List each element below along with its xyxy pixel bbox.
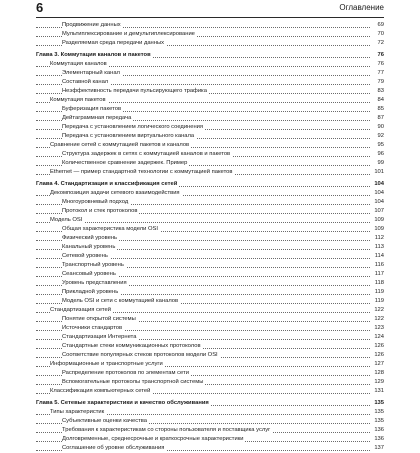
toc-page-number: 109 (374, 226, 384, 232)
toc-page-number: 135 (374, 409, 384, 415)
toc-entry-title: Сеансовый уровень (62, 271, 116, 277)
toc-subsection (36, 234, 384, 243)
toc-entry-title: Сетевой уровень (62, 253, 108, 259)
table-of-contents (36, 21, 384, 453)
toc-entry-title: Передача с установлением виртуального канала (62, 133, 195, 139)
toc-page-number: 126 (374, 343, 384, 349)
toc-subsection (36, 69, 384, 78)
toc-entry-title: Классификация компьютерных сетей (50, 388, 151, 394)
toc-page-number: 136 (374, 436, 384, 442)
toc-subsection (36, 252, 384, 261)
toc-page-number: 76 (377, 61, 384, 67)
toc-entry-title: Декомпозиция задачи сетевого взаимодействия (50, 190, 180, 196)
toc-subsection (36, 198, 384, 207)
toc-page-number: 77 (377, 70, 384, 76)
toc-page-number: 137 (374, 445, 384, 451)
toc-entry-title: Коммутация каналов (50, 61, 107, 67)
toc-page-number: 101 (374, 169, 384, 175)
toc-entry-title: Модель OSI и сети с коммутацией каналов (62, 298, 179, 304)
toc-subsection (36, 123, 384, 132)
toc-page-number: 129 (374, 379, 384, 385)
toc-entry-title: Источники стандартов (62, 325, 123, 331)
toc-subsection (36, 333, 384, 342)
toc-subsection (36, 435, 384, 444)
toc-page-number: 127 (374, 361, 384, 367)
toc-page-number: 136 (374, 427, 384, 433)
toc-subsection (36, 369, 384, 378)
toc-subsection (36, 261, 384, 270)
toc-entry-title: Прикладной уровень (62, 289, 119, 295)
page-number: 6 (36, 0, 44, 15)
toc-entry-title: Количественное сравнение задержек. Пример (62, 160, 188, 166)
toc-subsection (36, 342, 384, 351)
toc-page-number: 118 (374, 280, 384, 286)
toc-entry-title: Разделяемая среда передачи данных (62, 40, 165, 46)
toc-entry-title: Буферизация пакетов (62, 106, 122, 112)
toc-page-number: 113 (374, 244, 384, 250)
toc-entry-title: Распределение протоколов по элементам сети (62, 370, 189, 376)
toc-page-number: 96 (377, 151, 384, 157)
page-header (36, 0, 384, 18)
toc-page-number: 122 (374, 307, 384, 313)
toc-entry-title: Соответствие популярных стеков протоколов модели OSI (62, 352, 218, 358)
toc-page-number: 92 (377, 133, 384, 139)
toc-page-number: 112 (374, 235, 384, 241)
toc-page-number: 119 (374, 289, 384, 295)
toc-page-number: 114 (374, 253, 384, 259)
toc-chapter (36, 180, 384, 189)
toc-page-number: 99 (377, 160, 384, 166)
toc-page-number: 116 (374, 262, 384, 268)
toc-page-number: 72 (377, 40, 384, 46)
toc-subsection (36, 30, 384, 39)
toc-subsection (36, 150, 384, 159)
toc-entry-title: Ethernet — пример стандартной технологии с коммутацией пакетов (50, 169, 233, 175)
toc-page-number: 85 (377, 106, 384, 112)
toc-subsection (36, 297, 384, 306)
toc-page-number: 119 (374, 298, 384, 304)
toc-section (36, 408, 384, 417)
running-title: Оглавление (339, 3, 384, 12)
toc-section (36, 306, 384, 315)
toc-chapter (36, 51, 384, 60)
toc-entry-title: Многоуровневый подход (62, 199, 129, 205)
toc-subsection (36, 270, 384, 279)
toc-subsection (36, 444, 384, 453)
toc-section (36, 60, 384, 69)
toc-page-number: 104 (374, 181, 384, 187)
toc-page-number: 135 (374, 418, 384, 424)
toc-entry-title: Информационные и транспортные услуги (50, 361, 163, 367)
toc-page-number: 124 (374, 334, 384, 340)
toc-entry-title: Протокол и стек протоколов (62, 208, 138, 214)
toc-section (36, 141, 384, 150)
toc-page-number: 109 (374, 217, 384, 223)
toc-page-number: 84 (377, 97, 384, 103)
toc-subsection (36, 78, 384, 87)
toc-subsection (36, 426, 384, 435)
toc-page-number: 117 (374, 271, 384, 277)
toc-page-number: 126 (374, 352, 384, 358)
toc-subsection (36, 159, 384, 168)
toc-page-number: 69 (377, 22, 384, 28)
toc-page-number: 90 (377, 124, 384, 130)
toc-entry-title: Глава 5. Сетевые характеристики и качество обслуживания (36, 400, 209, 406)
toc-entry-title: Долговременные, среднесрочные и краткосрочные характеристики (62, 436, 244, 442)
toc-section (36, 216, 384, 225)
toc-entry-title: Структура задержек в сетях с коммутацией каналов и пакетов (62, 151, 231, 157)
toc-subsection (36, 87, 384, 96)
toc-subsection (36, 324, 384, 333)
toc-entry-title: Канальный уровень (62, 244, 116, 250)
toc-entry-title: Модель OSI (50, 217, 83, 223)
toc-entry-title: Коммутация пакетов (50, 97, 106, 103)
toc-entry-title: Соглашение об уровне обслуживания (62, 445, 165, 451)
toc-entry-title: Стандартизация Интернета (62, 334, 137, 340)
toc-chapter (36, 399, 384, 408)
toc-subsection (36, 39, 384, 48)
toc-subsection (36, 207, 384, 216)
toc-entry-title: Сравнение сетей с коммутацией пакетов и каналов (50, 142, 190, 148)
toc-entry-title: Мультиплексирование и демультиплексирование (62, 31, 195, 37)
toc-page-number: 107 (374, 208, 384, 214)
toc-page-number: 104 (374, 199, 384, 205)
toc-entry-title: Продвижение данных (62, 22, 121, 28)
toc-entry-title: Стандартные стеки коммуникационных протоколов (62, 343, 201, 349)
toc-page-number: 128 (374, 370, 384, 376)
toc-entry-title: Типы характеристик (50, 409, 105, 415)
toc-page-number: 104 (374, 190, 384, 196)
toc-entry-title: Стандартизация сетей (50, 307, 111, 313)
toc-entry-title: Глава 3. Коммутация каналов и пакетов (36, 52, 151, 58)
toc-entry-title: Элементарный канал (62, 70, 120, 76)
toc-subsection (36, 315, 384, 324)
toc-subsection (36, 279, 384, 288)
toc-page-number: 83 (377, 88, 384, 94)
toc-subsection (36, 114, 384, 123)
toc-page-number: 122 (374, 316, 384, 322)
toc-subsection (36, 378, 384, 387)
toc-entry-title: Вспомогательные протоколы транспортной системы (62, 379, 204, 385)
toc-entry-title: Общая характеристика модели OSI (62, 226, 158, 232)
toc-subsection (36, 351, 384, 360)
toc-section (36, 387, 384, 396)
toc-entry-title: Передача с установлением логического соединения (62, 124, 204, 130)
toc-subsection (36, 288, 384, 297)
toc-page-number: 87 (377, 115, 384, 121)
toc-subsection (36, 105, 384, 114)
toc-section (36, 168, 384, 177)
toc-entry-title: Составной канал (62, 79, 109, 85)
toc-entry-title: Требования к характеристикам со стороны пользователя и поставщика услуг (62, 427, 271, 433)
toc-subsection (36, 225, 384, 234)
toc-page-number: 131 (374, 388, 384, 394)
toc-subsection (36, 132, 384, 141)
toc-entry-title: Понятие открытой системы (62, 316, 136, 322)
toc-subsection (36, 243, 384, 252)
toc-section (36, 189, 384, 198)
toc-entry-title: Физический уровень (62, 235, 118, 241)
toc-page-number: 76 (377, 52, 384, 58)
toc-subsection (36, 417, 384, 426)
toc-page-number: 79 (377, 79, 384, 85)
toc-section (36, 360, 384, 369)
toc-subsection (36, 21, 384, 30)
toc-page-number: 70 (377, 31, 384, 37)
toc-page-number: 123 (374, 325, 384, 331)
toc-leader-dots (36, 222, 370, 223)
toc-entry-title: Уровень представления (62, 280, 127, 286)
toc-section (36, 96, 384, 105)
toc-entry-title: Транспортный уровень (62, 262, 124, 268)
toc-entry-title: Неэффективность передачи пульсирующего трафика (62, 88, 207, 94)
toc-entry-title: Субъективные оценки качества (62, 418, 147, 424)
toc-entry-title: Дейтаграммная передача (62, 115, 132, 121)
toc-entry-title: Глава 4. Стандартизация и классификация сетей (36, 181, 178, 187)
toc-page-number: 95 (377, 142, 384, 148)
toc-page-number: 135 (374, 400, 384, 406)
